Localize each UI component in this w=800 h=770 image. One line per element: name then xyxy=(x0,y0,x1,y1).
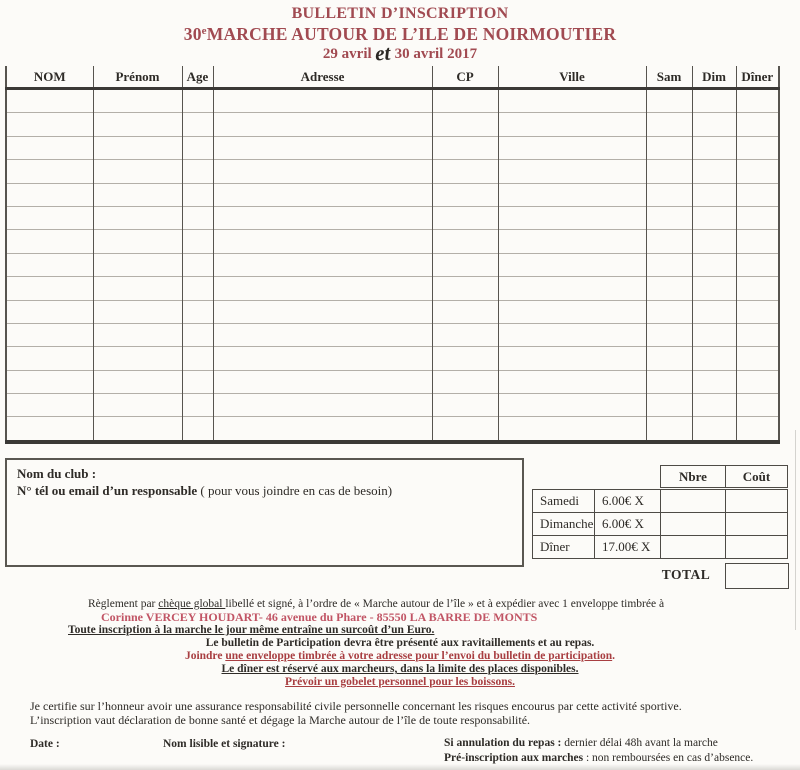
empty-cell xyxy=(6,113,93,136)
empty-cell xyxy=(6,253,93,276)
empty-cell xyxy=(646,136,692,159)
empty-cell xyxy=(646,394,692,417)
empty-cell xyxy=(646,370,692,393)
personal-cup-note: Prévoir un gobelet personnel pour les boissons. xyxy=(285,676,515,688)
pricing-header-row xyxy=(661,466,788,488)
instructions-block xyxy=(0,598,800,689)
empty-cell xyxy=(213,417,432,442)
empty-cell xyxy=(6,394,93,417)
pricing-label: Samedi xyxy=(533,490,595,513)
cout-column-header: Coût xyxy=(726,466,788,488)
empty-cell xyxy=(692,417,736,442)
empty-cell xyxy=(692,230,736,253)
empty-cell xyxy=(432,253,498,276)
date-first: 29 avril xyxy=(322,46,372,62)
table-header-row xyxy=(6,66,779,89)
empty-cell xyxy=(736,347,779,370)
empty-cell xyxy=(692,323,736,346)
empty-cell xyxy=(182,136,213,159)
empty-cell xyxy=(692,89,736,113)
empty-cell xyxy=(736,277,779,300)
empty-cell xyxy=(6,347,93,370)
empty-cell xyxy=(736,89,779,113)
empty-cell xyxy=(182,89,213,113)
nbre-column-header: Nbre xyxy=(661,466,726,488)
empty-cell xyxy=(692,206,736,229)
pricing-cout-cell xyxy=(726,513,788,536)
empty-cell xyxy=(213,160,432,183)
empty-cell xyxy=(432,277,498,300)
empty-cell xyxy=(213,347,432,370)
empty-cell xyxy=(182,394,213,417)
pricing-header-table xyxy=(660,465,788,488)
empty-cell xyxy=(432,417,498,442)
empty-cell xyxy=(692,183,736,206)
empty-cell xyxy=(432,230,498,253)
column-header-nom: NOM xyxy=(6,66,93,89)
empty-cell xyxy=(213,206,432,229)
empty-cell xyxy=(692,113,736,136)
empty-cell xyxy=(6,89,93,113)
club-info-box xyxy=(5,458,524,567)
pricing-table xyxy=(532,489,788,559)
participation-slip-note: Le bulletin de Participation devra être présenté aux ravitaillements et au repas. xyxy=(205,637,595,649)
empty-cell xyxy=(93,417,182,442)
dinner-reservation-note: Le dîner est réservé aux marcheurs, dans la limite des places disponibles. xyxy=(221,663,579,675)
empty-cell xyxy=(646,160,692,183)
column-header-ville: Ville xyxy=(498,66,646,89)
empty-cell xyxy=(432,370,498,393)
empty-cell xyxy=(498,230,646,253)
pricing-cout-cell xyxy=(726,490,788,513)
empty-cell xyxy=(736,230,779,253)
form-title: BULLETIN D’INSCRIPTION xyxy=(291,5,509,22)
empty-cell xyxy=(736,160,779,183)
pricing-cout-cell xyxy=(726,536,788,559)
empty-cell xyxy=(736,417,779,442)
empty-cell xyxy=(498,89,646,113)
empty-cell xyxy=(213,183,432,206)
empty-cell xyxy=(182,183,213,206)
empty-cell xyxy=(93,394,182,417)
empty-cell xyxy=(93,136,182,159)
empty-cell xyxy=(498,277,646,300)
table-row xyxy=(6,253,779,276)
empty-cell xyxy=(498,160,646,183)
table-row xyxy=(6,230,779,253)
total-amount-cell xyxy=(725,563,789,589)
empty-cell xyxy=(182,300,213,323)
pricing-unit-price: 6.00€ X xyxy=(595,513,661,536)
event-dates xyxy=(0,40,800,66)
edition-number: 30 xyxy=(183,24,202,44)
table-row xyxy=(6,160,779,183)
empty-cell xyxy=(6,183,93,206)
payment-instruction: Règlement par chèque global libellé et signé, à l’ordre de « Marche autour de l’île » et à expédier avec 1 enveloppe timbrée à xyxy=(88,598,665,610)
empty-cell xyxy=(646,206,692,229)
meal-cancellation-note: Si annulation du repas : dernier délai 48h avant la marche xyxy=(444,737,718,749)
empty-cell xyxy=(182,277,213,300)
empty-cell xyxy=(646,230,692,253)
table-row xyxy=(6,323,779,346)
empty-cell xyxy=(213,113,432,136)
edition-ordinal-suffix: e xyxy=(201,25,207,37)
empty-cell xyxy=(93,160,182,183)
empty-cell xyxy=(736,206,779,229)
empty-cell xyxy=(646,183,692,206)
cancellation-terms xyxy=(444,736,784,765)
empty-cell xyxy=(182,253,213,276)
event-name: MARCHE AUTOUR DE L’ILE DE NOIRMOUTIER xyxy=(206,24,617,44)
table-row xyxy=(6,89,779,113)
empty-cell xyxy=(498,417,646,442)
empty-cell xyxy=(182,323,213,346)
empty-cell xyxy=(432,323,498,346)
empty-cell xyxy=(93,277,182,300)
empty-cell xyxy=(736,136,779,159)
total-label: TOTAL xyxy=(661,567,711,582)
empty-cell xyxy=(6,300,93,323)
empty-cell xyxy=(213,230,432,253)
empty-cell xyxy=(6,230,93,253)
empty-cell xyxy=(432,136,498,159)
empty-cell xyxy=(432,183,498,206)
empty-cell xyxy=(692,370,736,393)
empty-cell xyxy=(646,323,692,346)
table-row xyxy=(6,370,779,393)
empty-cell xyxy=(432,113,498,136)
column-header-dîner: Dîner xyxy=(736,66,779,89)
empty-cell xyxy=(93,253,182,276)
empty-cell xyxy=(6,160,93,183)
empty-cell xyxy=(736,300,779,323)
empty-cell xyxy=(692,300,736,323)
empty-cell xyxy=(213,300,432,323)
empty-cell xyxy=(432,206,498,229)
empty-cell xyxy=(692,253,736,276)
empty-cell xyxy=(646,113,692,136)
empty-cell xyxy=(6,370,93,393)
empty-cell xyxy=(432,347,498,370)
empty-cell xyxy=(498,136,646,159)
scan-edge-line xyxy=(795,430,796,630)
table-row xyxy=(6,136,779,159)
mailing-address: Corinne VERCEY HOUDART- 46 avenue du Phare - 85550 LA BARRE DE MONTS xyxy=(101,610,538,624)
empty-cell xyxy=(93,323,182,346)
empty-cell xyxy=(182,370,213,393)
empty-cell xyxy=(736,113,779,136)
date-second: 30 avril 2017 xyxy=(394,46,478,62)
empty-cell xyxy=(498,113,646,136)
empty-cell xyxy=(93,347,182,370)
empty-cell xyxy=(692,277,736,300)
empty-cell xyxy=(736,323,779,346)
handwritten-et: et xyxy=(374,40,391,66)
empty-cell xyxy=(736,253,779,276)
empty-cell xyxy=(93,206,182,229)
pricing-nbre-cell xyxy=(661,513,726,536)
pricing-unit-price: 6.00€ X xyxy=(595,490,661,513)
envelope-note: Joindre une enveloppe timbrée à votre adresse pour l’envoi du bulletin de participation. xyxy=(184,650,616,662)
empty-cell xyxy=(736,183,779,206)
pricing-label: Dimanche xyxy=(533,513,595,536)
empty-cell xyxy=(646,277,692,300)
empty-cell xyxy=(213,277,432,300)
empty-cell xyxy=(432,89,498,113)
health-declaration: L’inscription vaut déclaration de bonne santé et dégage la Marche autour de l’île de toute responsabilité. xyxy=(30,712,531,727)
empty-cell xyxy=(213,89,432,113)
empty-cell xyxy=(182,417,213,442)
column-header-cp: CP xyxy=(432,66,498,89)
empty-cell xyxy=(6,206,93,229)
empty-cell xyxy=(498,394,646,417)
empty-cell xyxy=(93,183,182,206)
empty-cell xyxy=(182,160,213,183)
empty-cell xyxy=(646,89,692,113)
empty-cell xyxy=(646,253,692,276)
empty-cell xyxy=(93,230,182,253)
column-header-adresse: Adresse xyxy=(213,66,432,89)
pricing-row xyxy=(533,513,788,536)
empty-cell xyxy=(692,394,736,417)
same-day-surcharge-note: Toute inscription à la marche le jour même entraîne un surcoût d’un Euro. xyxy=(68,624,435,636)
empty-cell xyxy=(646,417,692,442)
empty-cell xyxy=(182,206,213,229)
empty-cell xyxy=(93,370,182,393)
table-row xyxy=(6,417,779,442)
pricing-row xyxy=(533,536,788,559)
empty-cell xyxy=(692,347,736,370)
table-row xyxy=(6,206,779,229)
empty-cell xyxy=(498,253,646,276)
table-row xyxy=(6,277,779,300)
column-header-prénom: Prénom xyxy=(93,66,182,89)
empty-cell xyxy=(6,136,93,159)
empty-cell xyxy=(6,323,93,346)
table-row xyxy=(6,183,779,206)
pricing-nbre-cell xyxy=(661,490,726,513)
table-row xyxy=(6,113,779,136)
date-label: Date : xyxy=(30,738,60,750)
empty-cell xyxy=(182,347,213,370)
certification-block xyxy=(30,700,790,727)
pricing-unit-price: 17.00€ X xyxy=(595,536,661,559)
empty-cell xyxy=(498,300,646,323)
empty-cell xyxy=(432,300,498,323)
empty-cell xyxy=(692,160,736,183)
empty-cell xyxy=(93,300,182,323)
empty-cell xyxy=(498,323,646,346)
pricing-row xyxy=(533,490,788,513)
empty-cell xyxy=(498,206,646,229)
form-subtitle xyxy=(0,24,800,45)
empty-cell xyxy=(213,323,432,346)
empty-cell xyxy=(692,136,736,159)
registration-table xyxy=(5,66,780,444)
column-header-sam: Sam xyxy=(646,66,692,89)
pricing-nbre-cell xyxy=(661,536,726,559)
column-header-age: Age xyxy=(182,66,213,89)
empty-cell xyxy=(182,113,213,136)
table-row xyxy=(6,300,779,323)
responsible-contact-label: N° tél ou email d’un responsable ( pour vous joindre en cas de besoin) xyxy=(17,483,393,498)
pricing-label: Dîner xyxy=(533,536,595,559)
signature-label: Nom lisible et signature : xyxy=(163,738,286,750)
empty-cell xyxy=(498,347,646,370)
form-title-block xyxy=(0,5,800,66)
club-name-label: Nom du club : xyxy=(17,466,97,481)
empty-cell xyxy=(93,89,182,113)
empty-cell xyxy=(213,136,432,159)
empty-cell xyxy=(182,230,213,253)
empty-cell xyxy=(432,160,498,183)
empty-cell xyxy=(498,370,646,393)
empty-cell xyxy=(213,394,432,417)
column-header-dim: Dim xyxy=(692,66,736,89)
empty-cell xyxy=(736,370,779,393)
insurance-certification: Je certifie sur l’honneur avoir une assurance responsabilité civile personnelle concernant les risques encourus par cette activité sportive. xyxy=(30,699,682,713)
empty-cell xyxy=(93,113,182,136)
empty-cell xyxy=(213,370,432,393)
empty-cell xyxy=(646,347,692,370)
table-row xyxy=(6,347,779,370)
empty-cell xyxy=(6,277,93,300)
empty-cell xyxy=(498,183,646,206)
empty-cell xyxy=(736,394,779,417)
empty-cell xyxy=(432,394,498,417)
table-row xyxy=(6,394,779,417)
empty-cell xyxy=(646,300,692,323)
scan-edge-shadow xyxy=(0,764,800,770)
empty-cell xyxy=(213,253,432,276)
empty-cell xyxy=(6,417,93,442)
preregistration-note: Pré-inscription aux marches : non remboursées en cas d’absence. xyxy=(444,751,754,764)
